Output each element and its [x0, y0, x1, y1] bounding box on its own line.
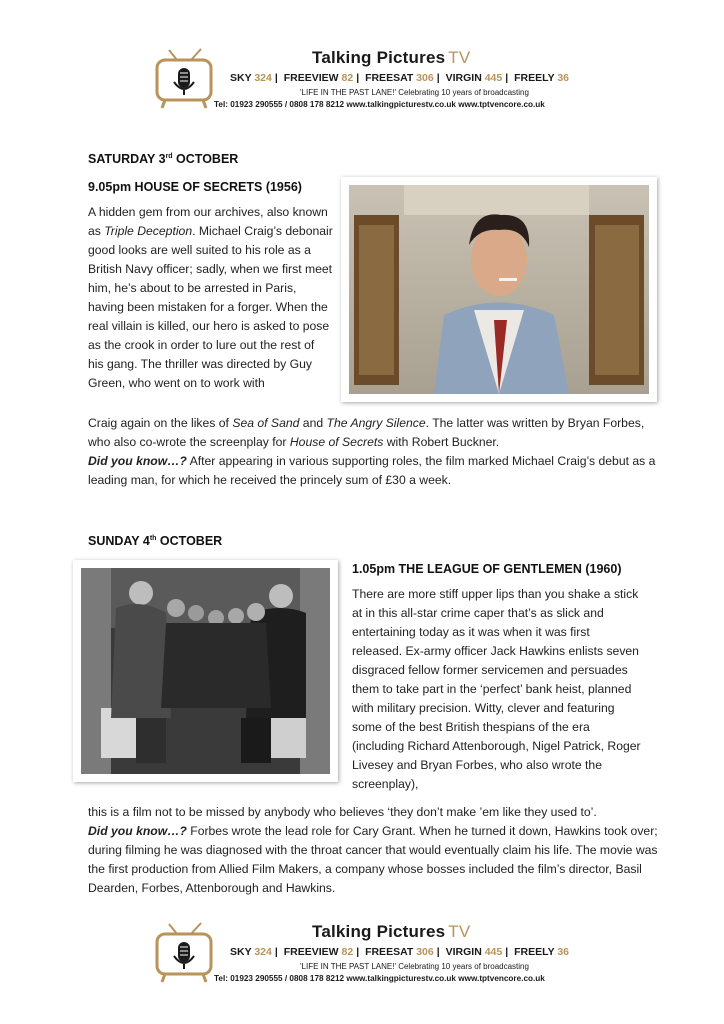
day-heading-saturday: SATURDAY 3rd OCTOBER [88, 152, 239, 166]
film-title-league-of-gentlemen: 1.05pm THE LEAGUE OF GENTLEMEN (1960) [352, 562, 622, 576]
channel-list: SKY 324 | FREEVIEW 82 | FREESAT 306 | VIRGIN 445 | FREELY 36 [230, 946, 570, 958]
retro-tv-microphone-icon [155, 48, 213, 110]
brand-name: Talking Pictures TV [312, 922, 471, 941]
synopsis-house-of-secrets: A hidden gem from our archives, also known as Triple Deception. Michael Craig’s debonair good looks are well suited to his role as a British Navy officer; sadly, when we first meet him, he’s about to be arrested in Paris, having been mistaken for a forger. When the real villain is killed, our hero is asked to pose as the crook in order to lure out the rest of his gang. The thriller was directed by Guy Green, who went on to work with [88, 205, 333, 390]
still-house-of-secrets [341, 177, 657, 402]
tagline: 'LIFE IN THE PAST LANE!' Celebrating 10 years of broadcasting [300, 88, 529, 97]
contact-line: Tel: 01923 290555 / 0808 178 8212 www.talkingpicturestv.co.uk www.tptvencore.co.uk [214, 974, 545, 983]
film-title-house-of-secrets: 9.05pm HOUSE OF SECRETS (1956) [88, 180, 302, 194]
did-you-know-label: Did you know…? [88, 454, 187, 468]
film-still-photo [81, 568, 330, 774]
still-league-of-gentlemen [73, 560, 338, 782]
page-header-bottom [0, 918, 724, 998]
film-still-photo [349, 185, 649, 394]
contact-line: Tel: 01923 290555 / 0808 178 8212 www.talkingpicturestv.co.uk www.tptvencore.co.uk [214, 100, 545, 109]
synopsis-house-of-secrets-cont: Craig again on the likes of Sea of Sand and The Angry Silence. The latter was written by Bryan Forbes, who also co-wrote the screenplay for House of Secrets with Robert Buckner. Did you know…? After appearing in various supporting roles, the film marked Michael Craig’s debut as a leading man, for which he received the princely sum of £30 a week. [88, 416, 656, 487]
brand-name: Talking Pictures TV [312, 48, 471, 67]
tagline: 'LIFE IN THE PAST LANE!' Celebrating 10 years of broadcasting [300, 962, 529, 971]
synopsis-league-of-gentlemen: There are more stiff upper lips than you shake a stick at in this all-star crime caper that’s as slick and entertaining today as it was when it was first released. Ex-army officer Jack Hawkins enlists seven disgraced fellow former servicemen and persuades them to take part in the ‘perfect’ bank heist, planned with military precision. Witty, clever and featuring some of the best British thespians of the era (including Richard Attenborough, Nigel Patrick, Roger Livesey and Bryan Forbes, who also wrote the screenplay), [352, 587, 641, 791]
page-header-top [0, 44, 724, 124]
synopsis-league-of-gentlemen-cont: this is a film not to be missed by anybody who believes ‘they don’t make ’em like they used to’. Did you know…? Forbes wrote the lead role for Cary Grant. When he turned it down, Hawkins took over; during filming he was diagnosed with the throat cancer that would eventually claim his life. The movie was the first production from Allied Film Makers, a company whose bosses included the film’s director, Basil Dearden, Forbes, Attenborough and Hawkins. [88, 805, 658, 895]
channel-list: SKY 324 | FREEVIEW 82 | FREESAT 306 | VIRGIN 445 | FREELY 36 [230, 72, 570, 84]
retro-tv-microphone-icon [155, 922, 213, 984]
did-you-know-label: Did you know…? [88, 824, 187, 838]
day-heading-sunday: SUNDAY 4th OCTOBER [88, 534, 223, 548]
